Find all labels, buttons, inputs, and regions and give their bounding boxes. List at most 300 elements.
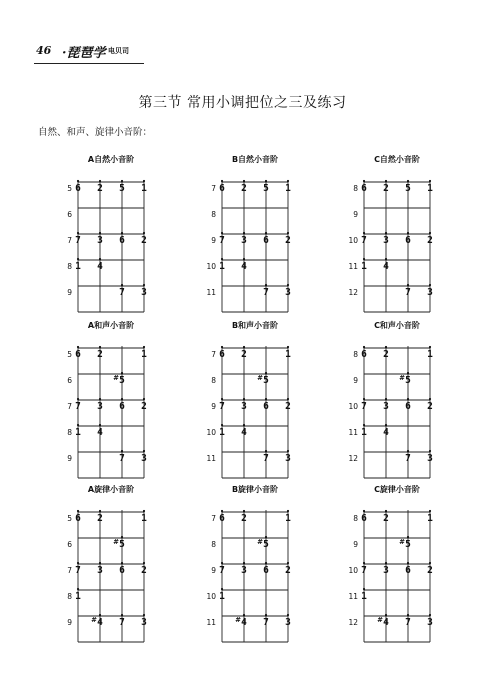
octave-dot: [265, 284, 267, 286]
note-numeral: 5: [263, 375, 269, 386]
octave-dot: [77, 424, 79, 426]
note-numeral: 7: [119, 617, 125, 628]
fretboard-svg: [346, 318, 444, 484]
sharp-sign: #: [235, 616, 241, 624]
note-numeral: 2: [285, 401, 291, 412]
octave-dot: [385, 180, 387, 182]
octave-dot: [243, 510, 245, 512]
note-numeral: 6: [119, 235, 125, 246]
note-numeral: 1: [141, 183, 147, 194]
octave-dot: [265, 614, 267, 616]
octave-dot: [143, 284, 145, 286]
chart-title: C旋律小音阶: [374, 485, 420, 494]
fret-number: 8: [211, 376, 216, 385]
octave-dot: [221, 232, 223, 234]
fret-number: 7: [211, 184, 216, 193]
fret-number: 11: [348, 428, 358, 437]
fret-number: 7: [211, 350, 216, 359]
fretboard-svg: [60, 482, 158, 648]
note-numeral: 7: [219, 235, 225, 246]
note-numeral: 3: [383, 565, 389, 576]
intro-text: 自然、和声、旋律小音阶：: [38, 127, 153, 138]
fret-number: 7: [211, 514, 216, 523]
octave-dot: [77, 398, 79, 400]
note-numeral: 7: [75, 235, 81, 246]
octave-dot: [429, 510, 431, 512]
fret-number: 9: [67, 288, 72, 297]
octave-dot: [265, 450, 267, 452]
note-numeral: 2: [241, 183, 247, 194]
note-numeral: 3: [141, 453, 147, 464]
octave-dot: [221, 258, 223, 260]
octave-dot: [143, 232, 145, 234]
note-numeral: 1: [75, 591, 81, 602]
octave-dot: [77, 562, 79, 564]
note-numeral: 1: [219, 427, 225, 438]
note-numeral: 5: [119, 183, 125, 194]
note-numeral: 2: [97, 349, 103, 360]
octave-dot: [407, 536, 409, 538]
octave-dot: [243, 562, 245, 564]
note-numeral: 1: [361, 591, 367, 602]
octave-dot: [385, 258, 387, 260]
octave-dot: [363, 510, 365, 512]
octave-dot: [385, 614, 387, 616]
octave-dot: [99, 510, 101, 512]
chart-title: B旋律小音阶: [231, 485, 279, 494]
octave-dot: [99, 398, 101, 400]
sharp-sign: #: [257, 374, 263, 382]
note-numeral: 4: [97, 617, 103, 628]
octave-dot: [221, 346, 223, 348]
note-numeral: 4: [97, 427, 103, 438]
fret-number: 9: [211, 236, 216, 245]
octave-dot: [221, 424, 223, 426]
note-numeral: 1: [361, 427, 367, 438]
note-numeral: 2: [427, 401, 433, 412]
note-numeral: 3: [241, 401, 247, 412]
note-numeral: 7: [361, 401, 367, 412]
octave-dot: [287, 232, 289, 234]
fret-number: 11: [348, 592, 358, 601]
octave-dot: [429, 232, 431, 234]
fret-number: 12: [348, 288, 358, 297]
octave-dot: [77, 258, 79, 260]
octave-dot: [407, 284, 409, 286]
octave-dot: [99, 614, 101, 616]
chart-title: C和声小音阶: [374, 321, 420, 330]
octave-dot: [143, 450, 145, 452]
chart-title: C自然小音阶: [374, 155, 420, 164]
octave-dot: [243, 346, 245, 348]
note-numeral: 3: [141, 617, 147, 628]
note-numeral: 3: [427, 453, 433, 464]
fret-number: 8: [353, 350, 358, 359]
sharp-sign: #: [113, 538, 119, 546]
fret-number: 11: [348, 262, 358, 271]
note-numeral: 4: [241, 261, 247, 272]
octave-dot: [363, 180, 365, 182]
octave-dot: [429, 346, 431, 348]
note-numeral: 7: [405, 453, 411, 464]
note-numeral: 2: [241, 349, 247, 360]
octave-dot: [77, 588, 79, 590]
note-numeral: 7: [75, 565, 81, 576]
note-numeral: 6: [361, 349, 367, 360]
note-numeral: 2: [97, 183, 103, 194]
note-numeral: 5: [119, 375, 125, 386]
octave-dot: [99, 424, 101, 426]
note-numeral: 6: [405, 565, 411, 576]
octave-dot: [99, 346, 101, 348]
note-numeral: 6: [219, 349, 225, 360]
octave-dot: [243, 232, 245, 234]
note-numeral: 1: [285, 513, 291, 524]
note-numeral: 7: [263, 453, 269, 464]
octave-dot: [99, 258, 101, 260]
note-numeral: 4: [383, 427, 389, 438]
chart-title: B和声小音阶: [231, 321, 279, 330]
note-numeral: 1: [141, 349, 147, 360]
octave-dot: [385, 562, 387, 564]
fret-number: 10: [348, 236, 358, 245]
octave-dot: [385, 346, 387, 348]
note-numeral: 1: [219, 261, 225, 272]
note-numeral: 6: [119, 401, 125, 412]
octave-dot: [407, 398, 409, 400]
note-numeral: 3: [97, 235, 103, 246]
octave-dot: [287, 180, 289, 182]
note-numeral: 4: [241, 427, 247, 438]
note-numeral: 5: [405, 375, 411, 386]
header-rule: [34, 63, 144, 64]
note-numeral: 7: [119, 287, 125, 298]
fret-number: 5: [67, 514, 72, 523]
note-numeral: 7: [75, 401, 81, 412]
note-numeral: 3: [285, 453, 291, 464]
octave-dot: [143, 346, 145, 348]
fret-number: 8: [211, 210, 216, 219]
octave-dot: [77, 180, 79, 182]
fretboard-chart: [346, 152, 444, 318]
octave-dot: [363, 232, 365, 234]
note-numeral: 2: [97, 513, 103, 524]
fretboard-chart: [204, 482, 302, 648]
octave-dot: [121, 372, 123, 374]
fret-number: 9: [211, 566, 216, 575]
octave-dot: [243, 424, 245, 426]
note-numeral: 6: [405, 235, 411, 246]
chart-title: B自然小音阶: [231, 155, 279, 164]
octave-dot: [429, 562, 431, 564]
octave-dot: [143, 614, 145, 616]
octave-dot: [363, 588, 365, 590]
fret-number: 8: [67, 592, 72, 601]
octave-dot: [287, 346, 289, 348]
fretboard-svg: [346, 482, 444, 648]
fret-number: 10: [348, 566, 358, 575]
octave-dot: [221, 562, 223, 564]
note-numeral: 2: [383, 349, 389, 360]
octave-dot: [385, 398, 387, 400]
fret-number: 12: [348, 618, 358, 627]
fret-number: 6: [67, 540, 72, 549]
note-numeral: 7: [361, 235, 367, 246]
note-numeral: 6: [263, 401, 269, 412]
octave-dot: [99, 562, 101, 564]
octave-dot: [121, 232, 123, 234]
octave-dot: [77, 346, 79, 348]
note-numeral: 3: [285, 617, 291, 628]
note-numeral: 7: [361, 565, 367, 576]
note-numeral: 3: [97, 401, 103, 412]
fret-number: 8: [353, 184, 358, 193]
note-numeral: 3: [141, 287, 147, 298]
octave-dot: [243, 180, 245, 182]
note-numeral: 6: [219, 183, 225, 194]
octave-dot: [363, 562, 365, 564]
note-numeral: 1: [75, 427, 81, 438]
note-numeral: 1: [75, 261, 81, 272]
octave-dot: [287, 450, 289, 452]
sharp-sign: #: [257, 538, 263, 546]
fretboard-svg: [60, 318, 158, 484]
note-numeral: 2: [383, 183, 389, 194]
fret-number: 10: [206, 262, 216, 271]
note-numeral: 3: [241, 235, 247, 246]
note-numeral: 1: [427, 183, 433, 194]
note-numeral: 1: [361, 261, 367, 272]
page-header: [0, 38, 140, 64]
fretboard-svg: [346, 152, 444, 318]
octave-dot: [143, 562, 145, 564]
note-numeral: 6: [361, 183, 367, 194]
sharp-sign: #: [113, 374, 119, 382]
octave-dot: [265, 562, 267, 564]
octave-dot: [287, 510, 289, 512]
fretboard-chart: [204, 152, 302, 318]
octave-dot: [429, 284, 431, 286]
note-numeral: 2: [383, 513, 389, 524]
octave-dot: [265, 180, 267, 182]
note-numeral: 6: [361, 513, 367, 524]
octave-dot: [429, 180, 431, 182]
fret-number: 10: [348, 402, 358, 411]
octave-dot: [385, 232, 387, 234]
octave-dot: [385, 424, 387, 426]
note-numeral: 2: [141, 565, 147, 576]
octave-dot: [121, 536, 123, 538]
fretboard-chart: [346, 318, 444, 484]
note-numeral: 4: [383, 261, 389, 272]
octave-dot: [221, 398, 223, 400]
page-number: 46: [36, 44, 52, 57]
sharp-sign: #: [399, 538, 405, 546]
note-numeral: 2: [427, 565, 433, 576]
note-numeral: 1: [427, 349, 433, 360]
octave-dot: [77, 232, 79, 234]
octave-dot: [121, 398, 123, 400]
note-numeral: 2: [241, 513, 247, 524]
octave-dot: [243, 614, 245, 616]
note-numeral: 3: [427, 287, 433, 298]
fret-number: 11: [206, 454, 216, 463]
sharp-sign: #: [399, 374, 405, 382]
fret-number: 5: [67, 184, 72, 193]
note-numeral: 7: [219, 565, 225, 576]
octave-dot: [407, 614, 409, 616]
note-numeral: 2: [427, 235, 433, 246]
octave-dot: [143, 510, 145, 512]
fretboard-chart: [346, 482, 444, 648]
note-numeral: 6: [219, 513, 225, 524]
note-numeral: 4: [241, 617, 247, 628]
octave-dot: [407, 232, 409, 234]
chart-title: A自然小音阶: [87, 155, 135, 164]
fret-number: 9: [67, 618, 72, 627]
note-numeral: 6: [75, 349, 81, 360]
octave-dot: [121, 450, 123, 452]
octave-dot: [429, 398, 431, 400]
fret-number: 9: [211, 402, 216, 411]
fretboard-chart: [60, 152, 158, 318]
note-numeral: 4: [383, 617, 389, 628]
fretboard-chart: [60, 482, 158, 648]
note-numeral: 1: [427, 513, 433, 524]
octave-dot: [77, 510, 79, 512]
note-numeral: 3: [383, 235, 389, 246]
note-numeral: 5: [263, 183, 269, 194]
fret-number: 6: [67, 210, 72, 219]
chart-title: A旋律小音阶: [87, 485, 135, 494]
fretboard-svg: [204, 152, 302, 318]
note-numeral: 6: [263, 565, 269, 576]
fret-number: 9: [67, 454, 72, 463]
fret-number: 9: [353, 210, 358, 219]
octave-dot: [363, 424, 365, 426]
note-numeral: 6: [75, 513, 81, 524]
note-numeral: 6: [405, 401, 411, 412]
octave-dot: [143, 398, 145, 400]
note-numeral: 5: [263, 539, 269, 550]
note-numeral: 6: [75, 183, 81, 194]
note-numeral: 7: [263, 287, 269, 298]
sharp-sign: #: [377, 616, 383, 624]
fretboard-svg: [204, 482, 302, 648]
octave-dot: [363, 258, 365, 260]
octave-dot: [407, 450, 409, 452]
fretboard-svg: [60, 152, 158, 318]
section-title: 第三节 常用小调把位之三及练习: [138, 95, 347, 111]
octave-dot: [121, 614, 123, 616]
fret-number: 10: [206, 592, 216, 601]
fret-number: 9: [353, 540, 358, 549]
note-numeral: 4: [97, 261, 103, 272]
fretboard-chart: [60, 318, 158, 484]
octave-dot: [221, 180, 223, 182]
note-numeral: 2: [141, 235, 147, 246]
octave-dot: [121, 284, 123, 286]
octave-dot: [287, 284, 289, 286]
note-numeral: 3: [427, 617, 433, 628]
fret-number: 10: [206, 428, 216, 437]
octave-dot: [407, 180, 409, 182]
note-numeral: 2: [285, 235, 291, 246]
note-numeral: 7: [263, 617, 269, 628]
note-numeral: 3: [241, 565, 247, 576]
octave-dot: [287, 614, 289, 616]
note-numeral: 6: [263, 235, 269, 246]
octave-dot: [363, 346, 365, 348]
octave-dot: [221, 510, 223, 512]
fret-number: 8: [67, 428, 72, 437]
note-numeral: 7: [219, 401, 225, 412]
note-numeral: 1: [219, 591, 225, 602]
octave-dot: [407, 562, 409, 564]
octave-dot: [429, 614, 431, 616]
fret-number: 9: [353, 376, 358, 385]
octave-dot: [385, 510, 387, 512]
note-numeral: 7: [119, 453, 125, 464]
note-numeral: 2: [285, 565, 291, 576]
chart-title: A和声小音阶: [87, 321, 135, 330]
octave-dot: [99, 180, 101, 182]
note-numeral: 3: [383, 401, 389, 412]
octave-dot: [363, 398, 365, 400]
note-numeral: 5: [405, 183, 411, 194]
octave-dot: [221, 588, 223, 590]
fret-number: 8: [67, 262, 72, 271]
fret-number: 7: [67, 566, 72, 575]
fret-number: 5: [67, 350, 72, 359]
fretboard-svg: [204, 318, 302, 484]
note-numeral: 3: [285, 287, 291, 298]
octave-dot: [265, 536, 267, 538]
sharp-sign: #: [91, 616, 97, 624]
note-numeral: 2: [141, 401, 147, 412]
octave-dot: [407, 372, 409, 374]
octave-dot: [265, 232, 267, 234]
octave-dot: [429, 450, 431, 452]
fret-number: 7: [67, 236, 72, 245]
note-numeral: 1: [285, 349, 291, 360]
fretboard-chart: [204, 318, 302, 484]
octave-dot: [243, 398, 245, 400]
fret-number: 7: [67, 402, 72, 411]
octave-dot: [287, 562, 289, 564]
octave-dot: [265, 398, 267, 400]
note-numeral: 6: [119, 565, 125, 576]
note-numeral: 5: [119, 539, 125, 550]
note-numeral: 1: [141, 513, 147, 524]
octave-dot: [265, 372, 267, 374]
fret-number: 8: [211, 540, 216, 549]
octave-dot: [121, 562, 123, 564]
fret-number: 6: [67, 376, 72, 385]
fret-number: 8: [353, 514, 358, 523]
octave-dot: [243, 258, 245, 260]
note-numeral: 3: [97, 565, 103, 576]
fret-number: 12: [348, 454, 358, 463]
book-subtitle: 电贝司: [108, 47, 129, 55]
note-numeral: 5: [405, 539, 411, 550]
note-numeral: 7: [405, 617, 411, 628]
octave-dot: [99, 232, 101, 234]
octave-dot: [121, 180, 123, 182]
book-title: ·琵琶学: [62, 46, 106, 61]
fret-number: 11: [206, 618, 216, 627]
octave-dot: [287, 398, 289, 400]
